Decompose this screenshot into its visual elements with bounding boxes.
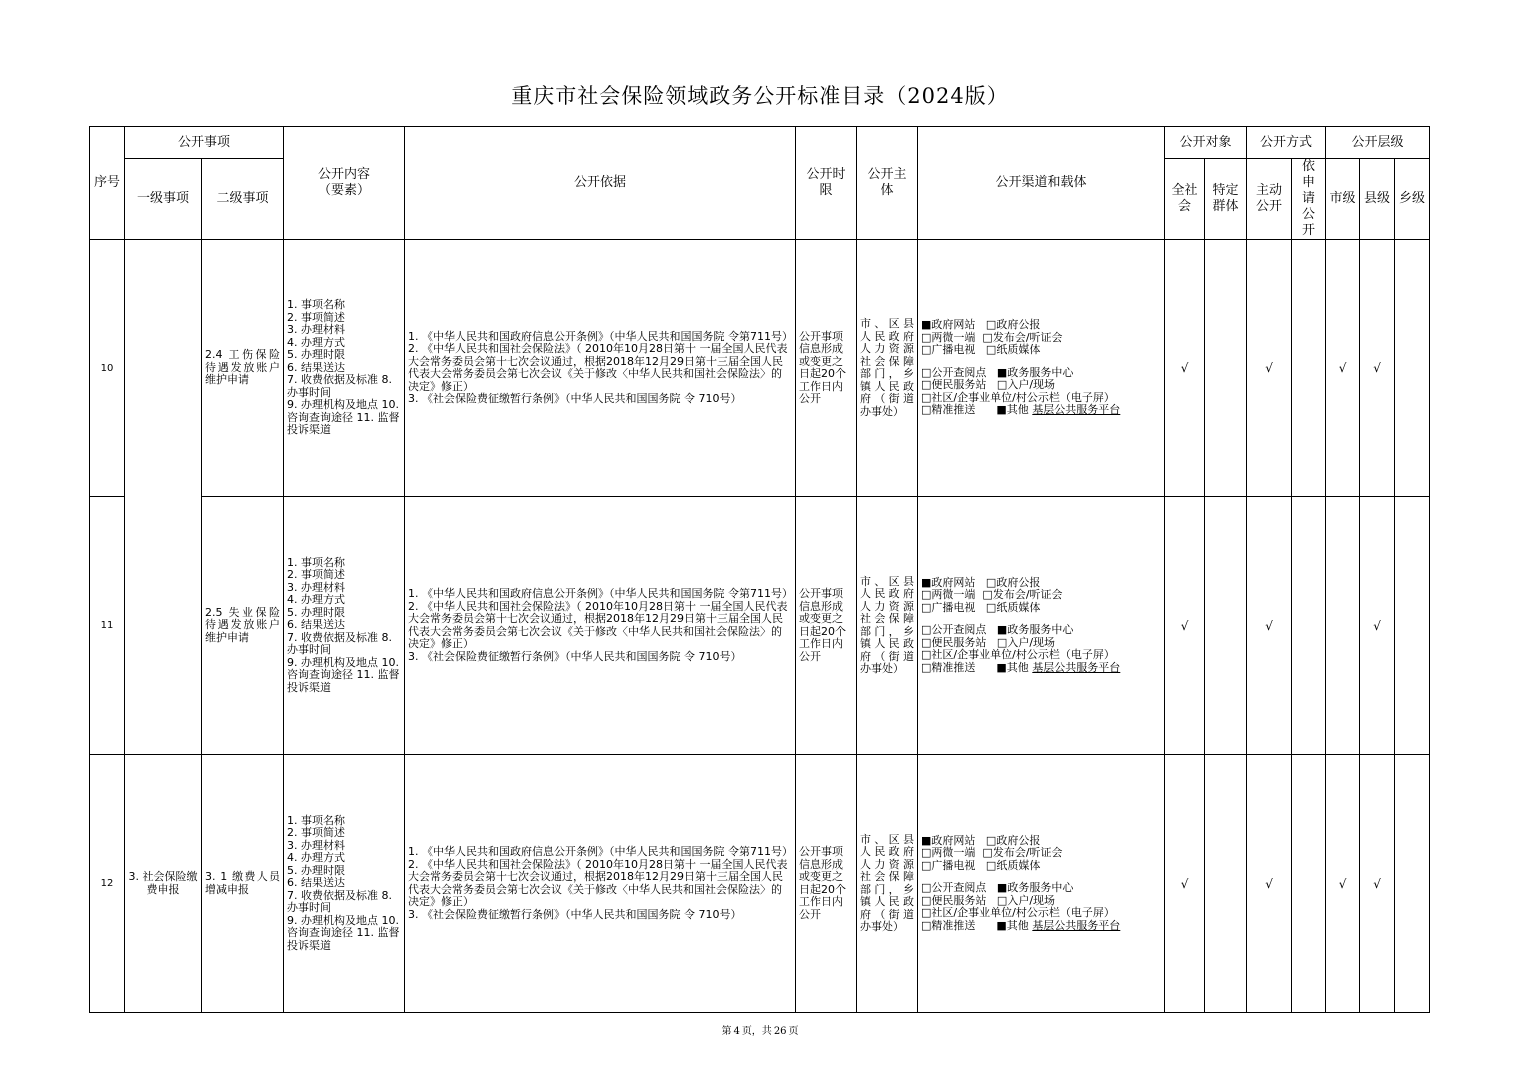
- content-item: 4. 办理方式: [287, 851, 346, 865]
- channel-option: □公开查阅点: [921, 881, 987, 895]
- basis-item: 1. 《中华人民共和国政府信息公开条例》（中华人民共和国国务院 令第711号）: [408, 587, 793, 600]
- channel-other-value: 基层公共服务平台: [1032, 660, 1121, 674]
- check-target-all: √: [1165, 497, 1205, 755]
- channel-option: □纸质媒体: [985, 858, 1041, 872]
- channel-option: □广播电视: [921, 343, 976, 357]
- page-title: 重庆市社会保险领域政务公开标准目录（2024版）: [511, 84, 1009, 108]
- catalog-table: [89, 126, 1430, 1013]
- channel-option: ■其他: [996, 918, 1029, 932]
- channel-option: □广播电视: [921, 858, 976, 872]
- content-item: 3. 办理材料: [287, 838, 346, 852]
- check-level-city: √: [1326, 755, 1360, 1013]
- channel-option: □社区/企事业单位/村公示栏（电子屏）: [921, 390, 1115, 404]
- channel-option: □入户/现场: [996, 893, 1056, 907]
- channel-option: ■其他: [996, 660, 1029, 674]
- content-item: 1. 事项名称: [287, 298, 346, 312]
- content-item: 9. 办理机构及地点 10. 咨询查询途径 11. 监督投诉渠道: [287, 913, 400, 952]
- channel-option: □两微一端: [921, 330, 976, 344]
- header-mode-group: 公开方式: [1247, 127, 1326, 159]
- channel-option: ■政府网站: [921, 833, 976, 847]
- basis-item: 1. 《中华人民共和国政府信息公开条例》（中华人民共和国国务院 令第711号）: [408, 329, 793, 343]
- content-item: 4. 办理方式: [287, 593, 346, 607]
- header-level-county: 县级: [1360, 159, 1395, 240]
- row-basis: [405, 497, 796, 755]
- header-level1: 一级事项: [125, 159, 202, 240]
- check-level-city: [1326, 497, 1360, 755]
- header-level-city: 市级: [1326, 159, 1360, 240]
- check-mode-active: √: [1247, 240, 1292, 497]
- channel-option: □两微一端: [921, 588, 976, 602]
- check-target-specific: [1205, 755, 1247, 1013]
- row-subject: 市、区县人民政府人力资源社会保障部门，乡镇人民政府（街道办事处）: [857, 240, 918, 497]
- row-content: [284, 497, 405, 755]
- check-target-all: √: [1165, 240, 1205, 497]
- content-item: 1. 事项名称: [287, 813, 346, 827]
- content-item: 6. 结果送达: [287, 360, 346, 374]
- row-content: [284, 755, 405, 1013]
- content-item: 5. 办理时限: [287, 605, 346, 619]
- channel-option: □入户/现场: [996, 378, 1056, 392]
- row-content: [284, 240, 405, 497]
- channel-option: ■政务服务中心: [996, 623, 1074, 637]
- header-time-limit: 公开时限: [796, 127, 857, 240]
- channel-option: □纸质媒体: [985, 343, 1041, 357]
- footer-page-mid: 页，共: [741, 1026, 772, 1037]
- content-item: 5. 办理时限: [287, 348, 346, 362]
- basis-item: 3. 《社会保险费征缴暂行条例》（中华人民共和国国务院 令 710号）: [408, 649, 742, 663]
- row-seq: 12: [90, 755, 125, 1013]
- channel-option: □便民服务站: [921, 893, 987, 907]
- channel-option: □入户/现场: [996, 635, 1056, 649]
- header-subject: 公开主体: [857, 127, 918, 240]
- row-level1-empty: [125, 240, 202, 755]
- header-mode-request: 依申请公开: [1292, 159, 1326, 240]
- basis-item: 2. 《中华人民共和国社会保险法》（ 2010年10月28日第十 一届全国人民代表大会常务委员会第十七次会议通过，根据2018年12月29日第十三届全国人民代表大会常务委员会第七次会议《关于修改〈中华人民共和国社会保险法〉的决定》修正）: [408, 857, 788, 908]
- header-target-specific: 特定群体: [1205, 159, 1247, 240]
- check-level-county: √: [1360, 497, 1395, 755]
- content-item: 9. 办理机构及地点 10. 咨询查询途径 11. 监督投诉渠道: [287, 655, 400, 694]
- header-level-town: 乡级: [1395, 159, 1430, 240]
- content-item: 7. 收费依据及标准 8. 办事时间: [287, 630, 392, 657]
- row-seq: 11: [90, 497, 125, 755]
- basis-item: 3. 《社会保险费征缴暂行条例》（中华人民共和国国务院 令 710号）: [408, 392, 742, 405]
- check-mode-active: √: [1247, 755, 1292, 1013]
- header-target-group: 公开对象: [1165, 127, 1247, 159]
- content-item: 3. 办理材料: [287, 580, 346, 594]
- channel-option: □发布会/听证会: [982, 588, 1063, 602]
- check-level-county: √: [1360, 755, 1395, 1013]
- footer-page-suffix: 页: [788, 1026, 799, 1037]
- channel-other-value: 基层公共服务平台: [1032, 403, 1121, 417]
- row-time-limit: 公开事项信息形成或变更之日起20个工作日内公开: [796, 497, 857, 755]
- footer-page-current: 4: [733, 1026, 740, 1037]
- content-item: 9. 办理机构及地点 10. 咨询查询途径 11. 监督投诉渠道: [287, 398, 400, 437]
- channel-option: ■其他: [996, 403, 1029, 417]
- content-item: 3. 办理材料: [287, 323, 346, 337]
- channel-option: □政府公报: [985, 575, 1041, 589]
- header-item-group: 公开事项: [125, 127, 284, 159]
- content-item: 6. 结果送达: [287, 618, 346, 632]
- header-channel: 公开渠道和载体: [918, 127, 1165, 240]
- row-level1: 3. 社会保险缴费申报: [125, 755, 202, 1013]
- content-item: 6. 结果送达: [287, 876, 346, 890]
- header-seq: 序号: [90, 127, 125, 240]
- basis-item: 1. 《中华人民共和国政府信息公开条例》（中华人民共和国国务院 令第711号）: [408, 845, 793, 858]
- check-level-town: [1395, 497, 1430, 755]
- header-basis: 公开依据: [405, 127, 796, 240]
- channel-option: ■政府网站: [921, 575, 976, 589]
- header-content: 公开内容（要素）: [284, 127, 405, 240]
- channel-option: □公开查阅点: [921, 365, 987, 379]
- channel-option: ■政府网站: [921, 318, 976, 332]
- content-item: 4. 办理方式: [287, 335, 346, 349]
- header-level2: 二级事项: [202, 159, 284, 240]
- check-target-specific: [1205, 497, 1247, 755]
- basis-item: 3. 《社会保险费征缴暂行条例》（中华人民共和国国务院 令 710号）: [408, 907, 742, 921]
- check-mode-request: [1292, 497, 1326, 755]
- content-item: 7. 收费依据及标准 8. 办事时间: [287, 373, 392, 399]
- channel-option: □政府公报: [985, 318, 1041, 332]
- check-level-county: √: [1360, 240, 1395, 497]
- table-row: [90, 755, 1430, 1013]
- channel-option: □精准推送: [921, 660, 976, 674]
- channel-other-value: 基层公共服务平台: [1032, 918, 1121, 932]
- basis-item: 2. 《中华人民共和国社会保险法》（ 2010年10月28日第十 一届全国人民代表大会常务委员会第十七次会议通过，根据2018年12月29日第十三届全国人民代表大会常务委员会第七次会议《关于修改〈中华人民共和国社会保险法〉的决定》修正）: [408, 599, 788, 650]
- channel-option: □社区/企事业单位/村公示栏（电子屏）: [921, 906, 1115, 920]
- row-basis: [405, 240, 796, 497]
- basis-item: 2. 《中华人民共和国社会保险法》（ 2010年10月28日第十 一届全国人民代表大会常务委员会第十七次会议通过，根据2018年12月29日第十三届全国人民代表大会常务委员会第七次会议《关于修改〈中华人民共和国社会保险法〉的决定》修正）: [408, 342, 788, 393]
- row-time-limit: 公开事项信息形成或变更之日起20个工作日内公开: [796, 240, 857, 497]
- row-time-limit: 公开事项信息形成或变更之日起20个工作日内公开: [796, 755, 857, 1013]
- channel-option: □两微一端: [921, 846, 976, 860]
- content-item: 2. 事项简述: [287, 826, 346, 840]
- channel-option: □精准推送: [921, 403, 976, 417]
- channel-option: □公开查阅点: [921, 623, 987, 637]
- row-level2: 2.5 失业保险待遇发放账户维护申请: [202, 497, 284, 755]
- channel-option: ■政务服务中心: [996, 365, 1074, 379]
- check-level-town: [1395, 755, 1430, 1013]
- check-level-city: √: [1326, 240, 1360, 497]
- row-level2: 3. 1 缴费人员增减申报: [202, 755, 284, 1013]
- table-row: [90, 240, 1430, 497]
- row-level2: 2.4 工伤保险待遇发放账户维护申请: [202, 240, 284, 497]
- content-item: 1. 事项名称: [287, 555, 346, 569]
- channel-option: □社区/企事业单位/村公示栏（电子屏）: [921, 648, 1115, 662]
- check-target-specific: [1205, 240, 1247, 497]
- header-mode-active: 主动公开: [1247, 159, 1292, 240]
- footer-page-total: 26: [773, 1026, 787, 1037]
- page-footer: [0, 1022, 1520, 1037]
- row-subject: 市、区县人民政府人力资源社会保障部门，乡镇人民政府（街道办事处）: [857, 497, 918, 755]
- content-item: 2. 事项简述: [287, 310, 346, 324]
- row-channel: [918, 755, 1165, 1013]
- check-level-town: [1395, 240, 1430, 497]
- header-level-group: 公开层级: [1326, 127, 1430, 159]
- content-item: 5. 办理时限: [287, 863, 346, 877]
- content-item: 2. 事项简述: [287, 568, 346, 582]
- check-mode-request: [1292, 240, 1326, 497]
- row-seq: 10: [90, 240, 125, 497]
- channel-option: □便民服务站: [921, 635, 987, 649]
- check-target-all: √: [1165, 755, 1205, 1013]
- row-subject: 市、区县人民政府人力资源社会保障部门，乡镇人民政府（街道办事处）: [857, 755, 918, 1013]
- table-row: [90, 497, 1430, 755]
- channel-option: □精准推送: [921, 918, 976, 932]
- channel-option: □政府公报: [985, 833, 1041, 847]
- header-target-all: 全社会: [1165, 159, 1205, 240]
- channel-option: □发布会/听证会: [982, 330, 1063, 344]
- check-mode-active: √: [1247, 497, 1292, 755]
- channel-option: □发布会/听证会: [982, 846, 1063, 860]
- footer-page-prefix: 第: [721, 1026, 732, 1037]
- row-channel: [918, 497, 1165, 755]
- channel-option: □广播电视: [921, 600, 976, 614]
- check-mode-request: [1292, 755, 1326, 1013]
- channel-option: □便民服务站: [921, 378, 987, 392]
- channel-option: ■政务服务中心: [996, 881, 1074, 895]
- channel-option: □纸质媒体: [985, 600, 1041, 614]
- row-channel: [918, 240, 1165, 497]
- content-item: 7. 收费依据及标准 8. 办事时间: [287, 888, 392, 915]
- row-basis: [405, 755, 796, 1013]
